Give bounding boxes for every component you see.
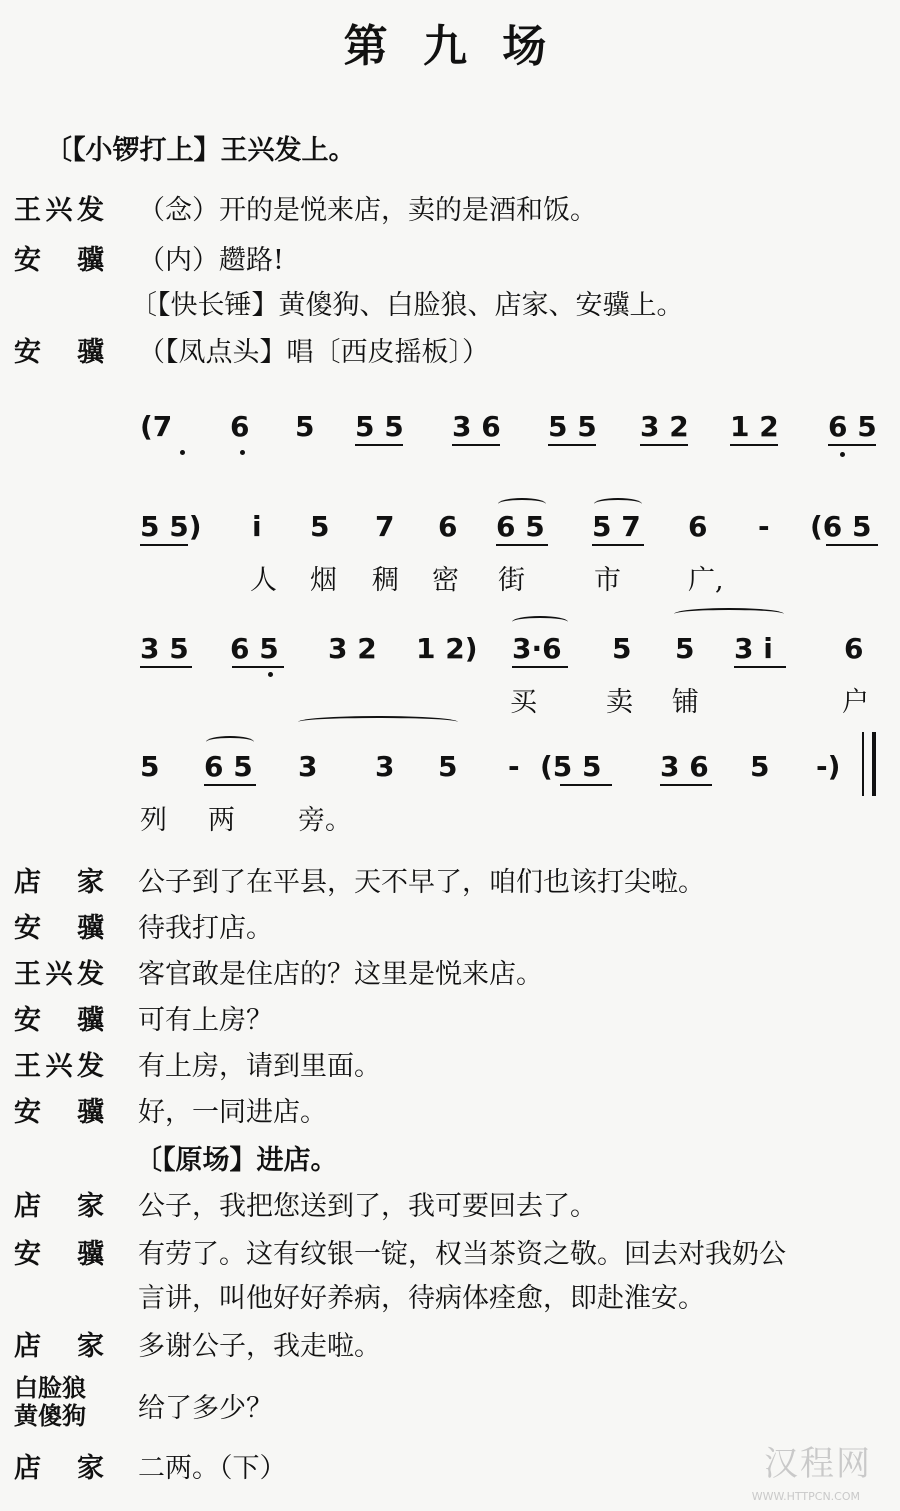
line-text: 多谢公子，我走啦。	[138, 1331, 381, 1362]
underline	[232, 666, 284, 668]
dialogue-line	[0, 1232, 900, 1276]
underline	[640, 444, 688, 446]
underline	[140, 666, 192, 668]
note: 5 5	[548, 410, 597, 443]
note: 6	[438, 510, 458, 543]
underline	[828, 444, 876, 446]
lyric: 人	[250, 565, 277, 596]
line-text: （内）趱路!	[138, 245, 284, 276]
dialogue-line	[0, 238, 900, 282]
note: 5	[140, 750, 160, 783]
underline	[592, 544, 644, 546]
lyric: 户	[842, 687, 869, 718]
dialogue-line	[0, 1090, 900, 1134]
underline	[204, 784, 256, 786]
note: 5 5)	[140, 510, 202, 543]
note: 6 5	[828, 410, 877, 443]
note: 6 5	[496, 510, 545, 543]
final-barline-thin	[862, 732, 864, 796]
speaker: 安 骥	[14, 913, 104, 944]
line-text: 二两。（下）	[138, 1453, 287, 1484]
lyric: 铺	[672, 687, 699, 718]
note: 5	[612, 632, 632, 665]
slur	[512, 616, 568, 628]
underline	[560, 784, 612, 786]
note: 3 6	[452, 410, 501, 443]
note: 6	[844, 632, 864, 665]
line-text: 〔【原场】进店。	[135, 1145, 338, 1176]
line-text: 言讲，叫他好好养病，待病体痊愈，即赴淮安。	[138, 1283, 705, 1314]
note: 5 7	[592, 510, 641, 543]
lyric: 列	[140, 805, 167, 836]
note: i	[252, 510, 262, 543]
dialogue-line	[0, 906, 900, 950]
note: 3 5	[140, 632, 189, 665]
note: (6 5	[810, 510, 872, 543]
lyric: 稠	[372, 565, 399, 596]
note: (5 5	[540, 750, 602, 783]
line-text: （念）开的是悦来店，卖的是酒和饭。	[138, 195, 597, 226]
slur	[594, 498, 642, 510]
slur	[498, 498, 546, 510]
lyric: 卖	[606, 687, 633, 718]
dialogue-line	[0, 998, 900, 1042]
octave-dot	[840, 452, 845, 457]
speaker: 店 家	[14, 867, 104, 898]
note: -	[508, 750, 520, 783]
underline	[734, 666, 786, 668]
underline	[140, 544, 188, 546]
line-text: （【凤点头】唱〔西皮摇板〕）	[138, 337, 489, 368]
dialogue-line	[0, 330, 900, 374]
scene-title: 第 九 场	[343, 21, 557, 72]
speaker: 王兴发	[14, 1051, 104, 1082]
speaker: 安 骥	[14, 1097, 104, 1128]
site-watermark-url: WWW.HTTPCN.COM	[751, 1490, 860, 1503]
underline	[496, 544, 548, 546]
slur	[206, 736, 254, 748]
note: 3 i	[734, 632, 773, 665]
underline	[660, 784, 712, 786]
octave-dot	[240, 450, 245, 455]
lyric: 两	[208, 805, 235, 836]
underline	[512, 666, 568, 668]
slur	[298, 716, 458, 728]
line-text: 客官敢是住店的？这里是悦来店。	[138, 959, 543, 990]
note: 3	[298, 750, 318, 783]
lyric: 广,	[688, 565, 724, 596]
note: 3 2	[640, 410, 689, 443]
speaker: 安 骥	[14, 1239, 104, 1270]
lyric: 买	[510, 687, 537, 718]
line-text: 可有上房？	[138, 1005, 273, 1036]
lyric: 旁。	[298, 805, 352, 836]
line-text: 有上房，请到里面。	[138, 1051, 381, 1082]
note: -	[758, 510, 770, 543]
note: 7	[375, 510, 395, 543]
note: 5	[675, 632, 695, 665]
stage-direction-line	[0, 283, 900, 327]
speaker: 安 骥	[14, 337, 104, 368]
note: 3·6	[512, 632, 562, 665]
note: 6 5	[204, 750, 253, 783]
dialogue-line	[0, 1184, 900, 1228]
underline	[548, 444, 596, 446]
note: 5	[295, 410, 315, 443]
note: 6 5	[230, 632, 279, 665]
note: 1 2	[730, 410, 779, 443]
lyric: 街	[498, 565, 525, 596]
underline	[355, 444, 403, 446]
opening-stage-direction: 〔【小锣打上】王兴发上。	[45, 135, 356, 166]
line-text: 待我打店。	[138, 913, 273, 944]
note: 5	[750, 750, 770, 783]
dialogue-line	[0, 1374, 900, 1434]
dialogue-line	[0, 952, 900, 996]
speaker: 王兴发	[14, 195, 104, 226]
final-barline	[872, 732, 876, 796]
dialogue-continuation	[0, 1276, 900, 1320]
jianpu-score	[0, 410, 900, 850]
slur	[674, 608, 784, 620]
speaker: 安 骥	[14, 245, 104, 276]
note: 3 2	[328, 632, 377, 665]
octave-dot	[268, 672, 273, 677]
note: 5 5	[355, 410, 404, 443]
dialogue-line	[0, 1044, 900, 1088]
note: 1 2)	[416, 632, 478, 665]
note: 3	[375, 750, 395, 783]
note: 5	[438, 750, 458, 783]
underline	[730, 444, 778, 446]
speaker: 店 家	[14, 1453, 104, 1484]
line-text: 好，一同进店。	[138, 1097, 327, 1128]
note: -)	[816, 750, 841, 783]
note: (7	[140, 410, 173, 443]
line-text: 〔【快长锤】黄傻狗、白脸狼、店家、安骥上。	[130, 290, 684, 321]
stage-direction-line	[0, 1138, 900, 1182]
speaker: 王兴发	[14, 959, 104, 990]
dialogue-line	[0, 860, 900, 904]
lyric: 密	[432, 565, 459, 596]
lyric: 烟	[310, 565, 337, 596]
line-text: 有劳了。这有纹银一锭，权当茶资之敬。回去对我奶公	[138, 1239, 786, 1270]
dialogue-line	[0, 1324, 900, 1368]
underline	[452, 444, 500, 446]
underline	[826, 544, 878, 546]
note: 3 6	[660, 750, 709, 783]
note: 6	[230, 410, 250, 443]
note: 5	[310, 510, 330, 543]
lyric: 市	[594, 565, 621, 596]
speaker: 店 家	[14, 1331, 104, 1362]
line-text: 公子到了在平县，天不早了，咱们也该打尖啦。	[138, 867, 705, 898]
note: 6	[688, 510, 708, 543]
speaker: 店 家	[14, 1191, 104, 1222]
line-text: 给了多少？	[138, 1393, 273, 1424]
site-watermark: 汉程网	[764, 1444, 872, 1484]
octave-dot	[180, 450, 185, 455]
dialogue-line	[0, 188, 900, 232]
line-text: 公子，我把您送到了，我可要回去了。	[138, 1191, 597, 1222]
speaker: 安 骥	[14, 1005, 104, 1036]
speaker: 白脸狼 黄傻狗	[14, 1373, 86, 1430]
